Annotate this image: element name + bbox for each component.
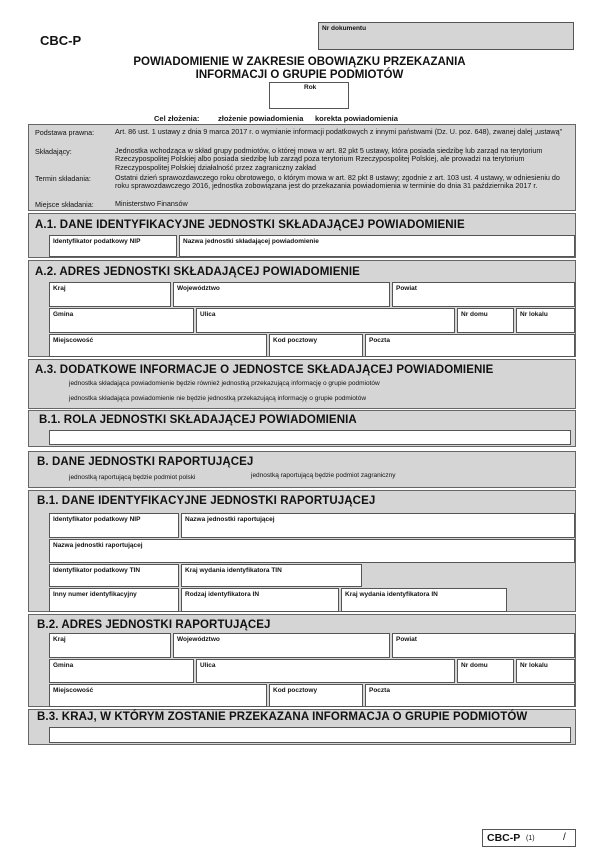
legal-basis-label: Podstawa prawna: [35, 128, 95, 137]
b2-city-label: Miejscowość [53, 687, 94, 694]
b2-house-no-label: Nr domu [461, 662, 488, 669]
a2-country-field[interactable] [49, 282, 171, 307]
b2-postal-code-field[interactable] [269, 684, 363, 707]
footer-form-code: CBC-P [487, 832, 521, 844]
b1-tin-label: Identyfikator podatkowy TIN [53, 567, 141, 574]
b2-street-label: Ulica [200, 662, 216, 669]
b1-nip-field[interactable] [49, 513, 179, 538]
section-b3-title: B.3. KRAJ, W KTÓRYM ZOSTANIE PRZEKAZANA INFORMACJA O GRUPIE PODMIOTÓW [37, 711, 528, 723]
filer-text: Jednostka wchodząca w skład grupy podmiotów, o której mowa w art. 82 pkt 5 ustawy, która posiada siedzibę lub zarząd na terytorium Rzeczypospolitej Polskiej albo posiada siedzibę lub zarząd poza terytorium Rzeczypospolitej Polskiej, ale prowadzi na terytorium Rzeczypospolitej Polskiej działalność przez zagraniczny zakład [115, 146, 543, 172]
section-a1 [28, 213, 576, 258]
form-code: CBC-P [40, 33, 82, 48]
section-b-reporting-title: B. DANE JEDNOSTKI RAPORTUJĄCEJ [37, 456, 254, 468]
a1-name-field[interactable] [179, 235, 575, 257]
a2-post-office-label: Poczta [369, 337, 390, 344]
a2-post-office-field[interactable] [365, 334, 575, 357]
deadline-label: Termin składania: [35, 174, 91, 183]
section-a3 [28, 359, 576, 409]
section-b3 [28, 709, 576, 745]
b2-voivodeship-field[interactable] [173, 633, 390, 658]
a2-county-field[interactable] [392, 282, 575, 307]
a2-flat-no-label: Nr lokalu [520, 311, 548, 318]
filer-label: Składający: [35, 147, 72, 156]
b2-county-field[interactable] [392, 633, 575, 658]
section-a2-title: A.2. ADRES JEDNOSTKI SKŁADAJĄCEJ POWIADOMIENIE [35, 266, 360, 278]
section-a3-title: A.3. DODATKOWE INFORMACJE O JEDNOSTCE SKŁADAJĄCEJ POWIADOMIENIE [35, 364, 494, 376]
b2-municipality-field[interactable] [49, 659, 194, 683]
a2-county-label: Powiat [396, 285, 417, 292]
section-b1-title: B.1. DANE IDENTYFIKACYJNE JEDNOSTKI RAPORTUJĄCEJ [37, 495, 376, 507]
b2-postal-code-label: Kod pocztowy [273, 687, 318, 694]
b2-voivodeship-label: Województwo [177, 636, 220, 643]
section-b-reporting [28, 451, 576, 488]
deadline-text: Ostatni dzień sprawozdawczego roku obrotowego, o którym mowa w art. 82 pkt 8 ustawy; zgodnie z art. 103 ust. 4 ustawy, w odniesieniu do roku sprawozdawczego 2016, jednostka zobowiązana jest do przekazania powiadomienia w terminie do dnia 31 października 2017 r. [115, 173, 560, 191]
a2-city-label: Miejscowość [53, 337, 94, 344]
b1-tin-country-label: Kraj wydania identyfikatora TIN [185, 567, 282, 574]
b2-municipality-label: Gmina [53, 662, 74, 669]
doc-number-label: Nr dokumentu [322, 25, 367, 32]
legal-basis-text: Art. 86 ust. 1 ustawy z dnia 9 marca 2017 r. o wymianie informacji podatkowych z innymi państwami (Dz. U. poz. 648), zwanej dalej „ustawą” [115, 127, 563, 136]
b1-nip-label: Identyfikator podatkowy NIP [53, 516, 141, 523]
a3-option-2[interactable]: jednostka składająca powiadomienie nie będzie jednostką przekazującą informację o grupie podmiotów [69, 395, 367, 402]
purpose-option-submit[interactable]: złożenie powiadomienia [218, 114, 304, 123]
b1-tin-country-field[interactable] [181, 564, 362, 587]
b-reporting-option-foreign[interactable]: jednostką raportującą będzie podmiot zagraniczny [251, 472, 396, 479]
a2-municipality-label: Gmina [53, 311, 74, 318]
section-b1 [28, 490, 576, 612]
b1-name-label-2: Nazwa jednostki raportującej [53, 542, 143, 549]
b1-other-id-label: Inny numer identyfikacyjny [53, 591, 137, 598]
b2-house-no-field[interactable] [457, 659, 514, 683]
b1-other-id-field[interactable] [49, 588, 179, 612]
b2-country-label: Kraj [53, 636, 66, 643]
a2-municipality-field[interactable] [49, 308, 194, 333]
a1-nip-field[interactable] [49, 235, 177, 257]
b1-tin-field[interactable] [49, 564, 179, 587]
b1-in-type-label: Rodzaj identyfikatora IN [185, 591, 260, 598]
section-b2-title: B.2. ADRES JEDNOSTKI RAPORTUJĄCEJ [37, 619, 271, 631]
b2-post-office-label: Poczta [369, 687, 390, 694]
b2-street-field[interactable] [196, 659, 455, 683]
b1-in-country-field[interactable] [341, 588, 507, 612]
a2-postal-code-field[interactable] [269, 334, 363, 357]
section-a1-title: A.1. DANE IDENTYFIKACYJNE JEDNOSTKI SKŁADAJĄCEJ POWIADOMIENIE [35, 219, 465, 231]
b2-country-field[interactable] [49, 633, 171, 658]
doc-number-field[interactable] [318, 22, 574, 50]
year-label: Rok [304, 84, 317, 91]
footer-page-box [482, 829, 576, 847]
section-a2 [28, 260, 576, 357]
a2-voivodeship-label: Województwo [177, 285, 220, 292]
year-field[interactable] [269, 82, 349, 109]
b1-name-label: Nazwa jednostki raportującej [185, 516, 275, 523]
purpose-option-correction[interactable]: korekta powiadomienia [315, 114, 398, 123]
footer-version: (1) [526, 835, 535, 842]
a1-nip-label: Identyfikator podatkowy NIP [53, 238, 141, 245]
b3-country-field[interactable] [49, 727, 571, 743]
form-title-line1: POWIADOMIENIE W ZAKRESIE OBOWIĄZKU PRZEKAZANIA [133, 56, 466, 68]
footer-page-separator: / [563, 832, 566, 843]
a2-street-label: Ulica [200, 311, 216, 318]
info-block [28, 124, 576, 211]
b1-role-field[interactable] [49, 430, 571, 445]
b1-name-field[interactable] [181, 513, 575, 538]
b2-county-label: Powiat [396, 636, 417, 643]
b2-flat-no-field[interactable] [516, 659, 575, 683]
a2-voivodeship-field[interactable] [173, 282, 390, 307]
a1-name-label: Nazwa jednostki składającej powiadomienie [183, 238, 319, 245]
b1-name-field-2[interactable] [49, 539, 575, 563]
section-b1-role-title: B.1. ROLA JEDNOSTKI SKŁADAJĄCEJ POWIADOMIENIA [39, 414, 357, 426]
a2-flat-no-field[interactable] [516, 308, 575, 333]
form-title-line2: INFORMACJI O GRUPIE PODMIOTÓW [195, 69, 404, 81]
a2-house-no-label: Nr domu [461, 311, 488, 318]
a2-country-label: Kraj [53, 285, 66, 292]
section-b1-role [28, 410, 576, 447]
b2-post-office-field[interactable] [365, 684, 575, 707]
place-text: Ministerstwo Finansów [115, 199, 188, 208]
a2-postal-code-label: Kod pocztowy [273, 337, 318, 344]
place-label: Miejsce składania: [35, 200, 94, 209]
b2-flat-no-label: Nr lokalu [520, 662, 548, 669]
b1-in-type-field[interactable] [181, 588, 339, 612]
a2-city-field[interactable] [49, 334, 267, 357]
b1-in-country-label: Kraj wydania identyfikatora IN [345, 591, 438, 598]
a2-street-field[interactable] [196, 308, 455, 333]
b-reporting-option-polish[interactable]: jednostką raportującą będzie podmiot polski [69, 474, 196, 481]
b2-city-field[interactable] [49, 684, 267, 707]
a3-option-1[interactable]: jednostka składająca powiadomienie będzie również jednostką przekazującą informację o grupie podmiotów [69, 380, 380, 387]
a2-house-no-field[interactable] [457, 308, 514, 333]
section-b2 [28, 614, 576, 707]
purpose-label: Cel złożenia: [154, 114, 200, 123]
